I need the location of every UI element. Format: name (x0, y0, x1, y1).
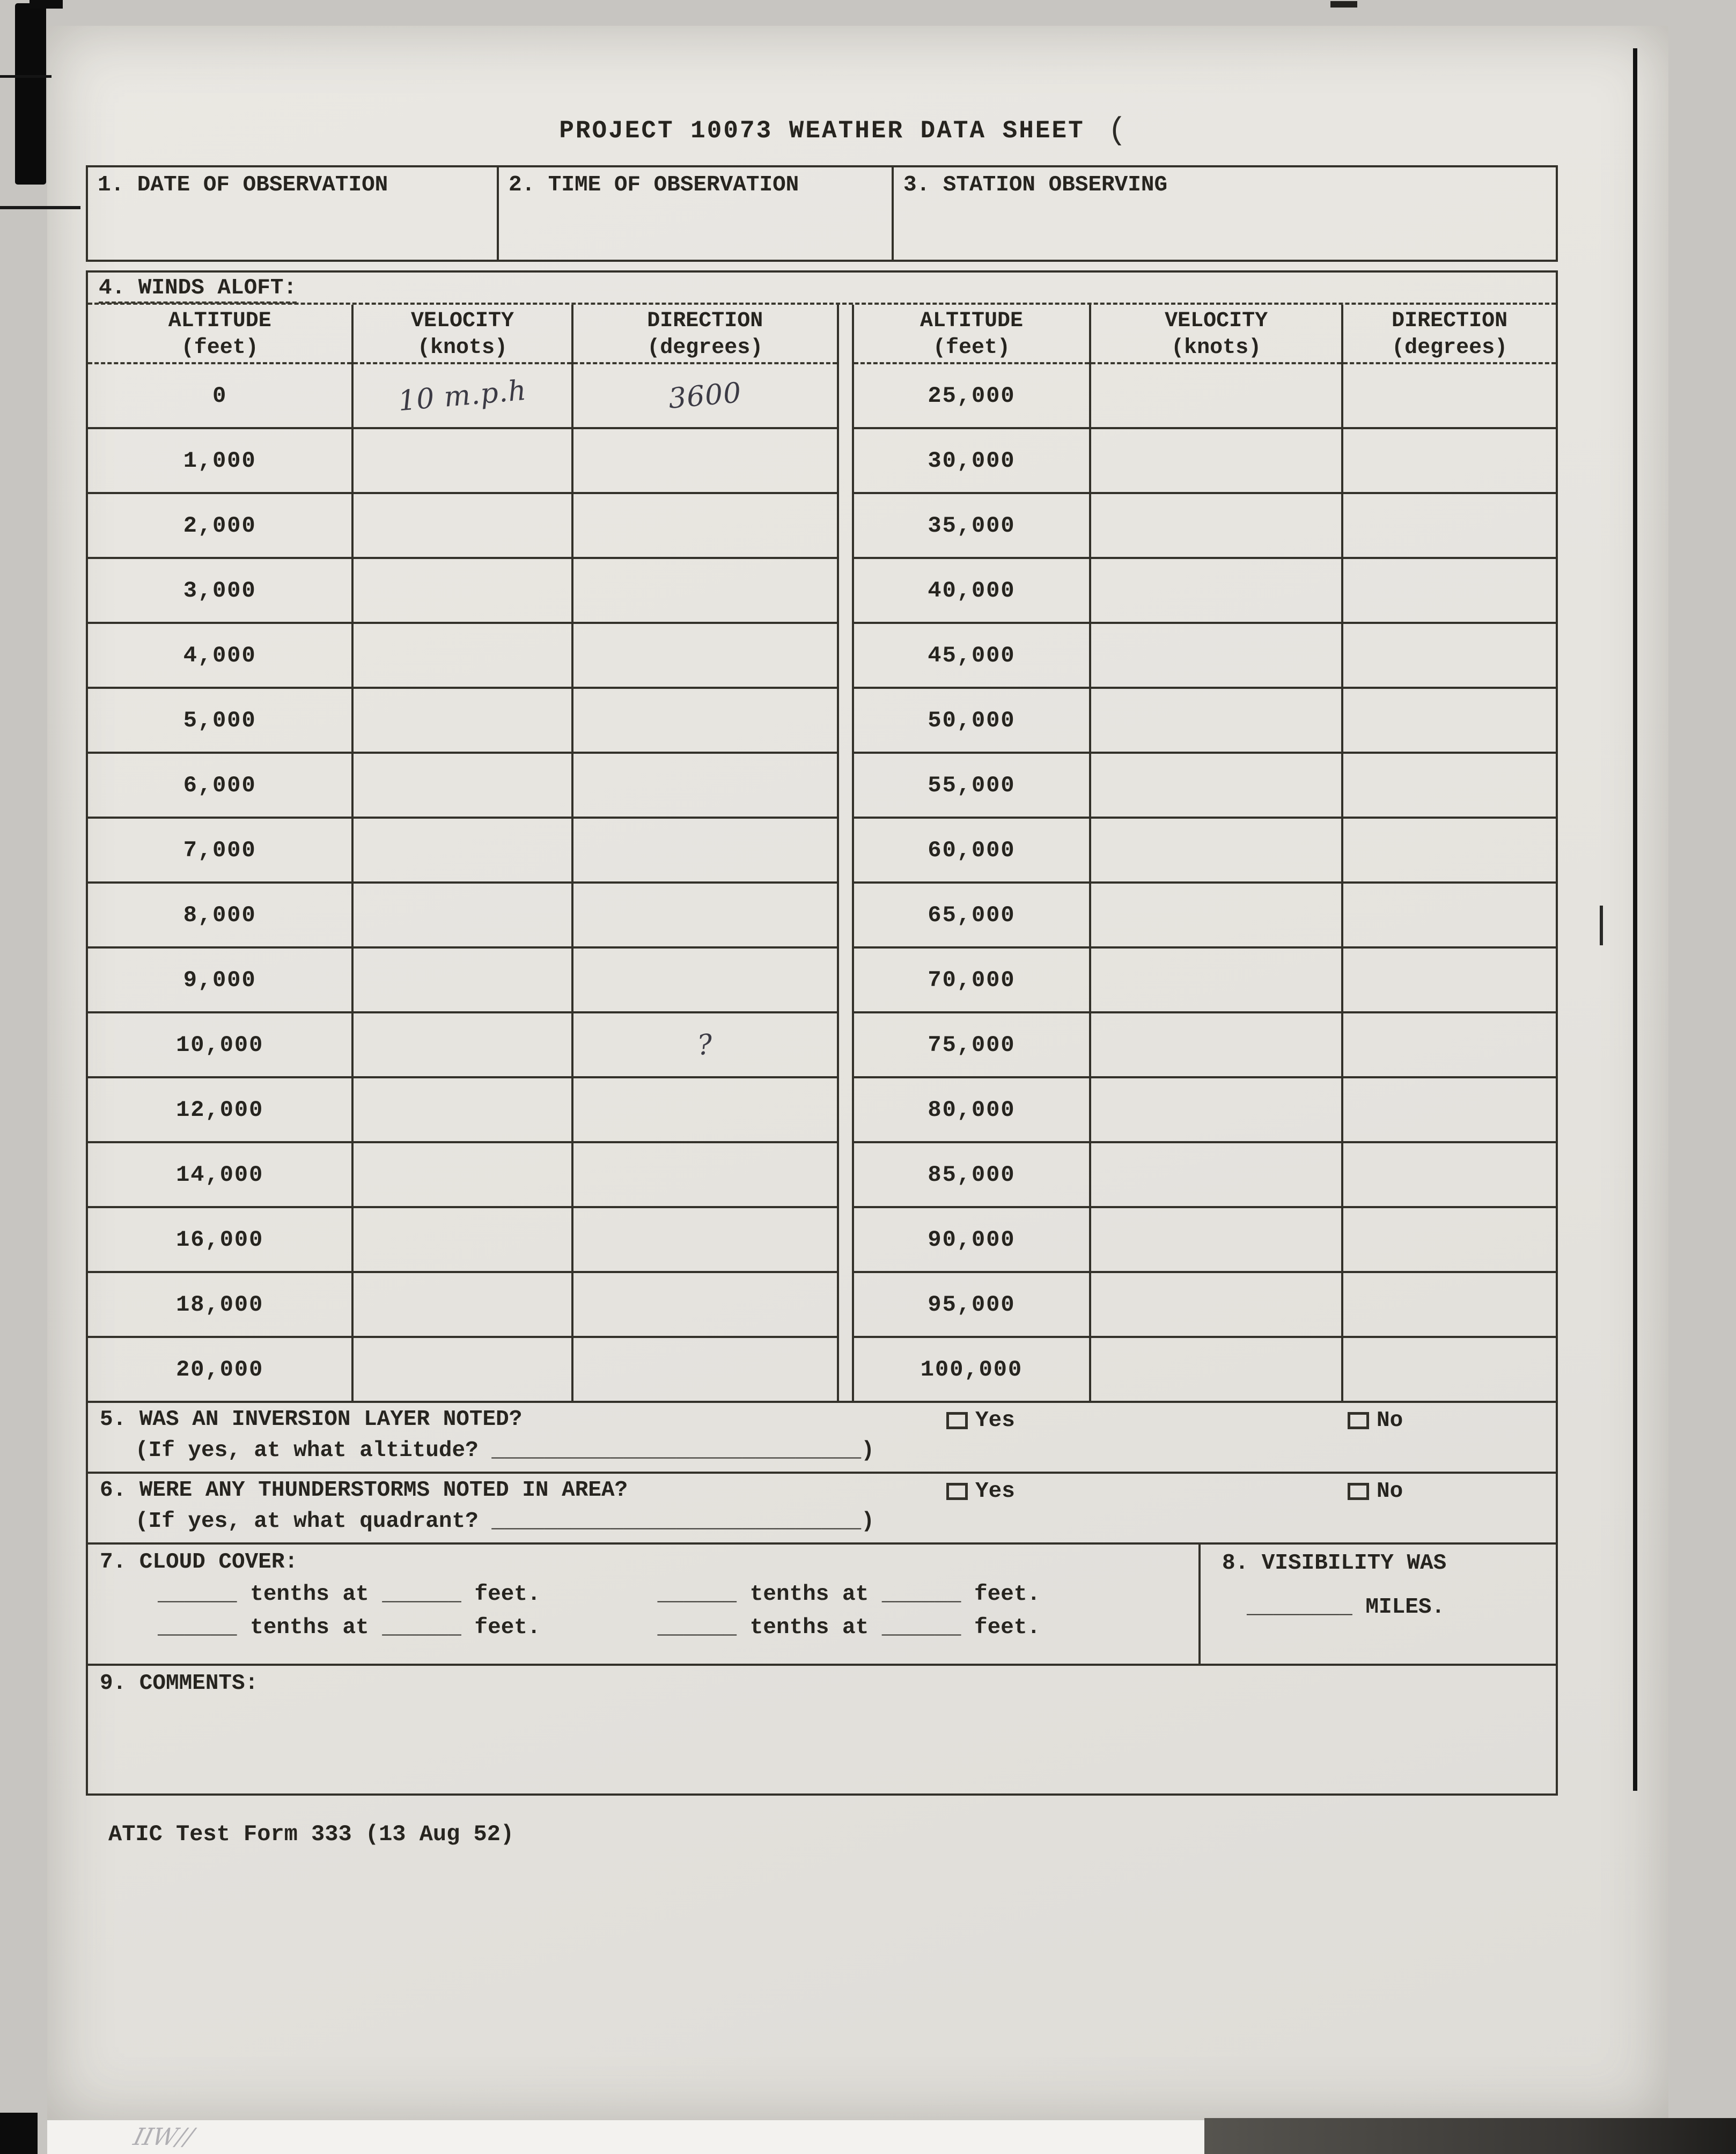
winds-aloft-heading (88, 273, 1556, 303)
form-title: PROJECT 10073 WEATHER DATA SHEET (559, 117, 1085, 145)
winds-row (854, 1272, 1556, 1337)
column-header-altitude (854, 305, 1090, 363)
velocity-cell (352, 493, 572, 558)
winds-row (854, 1207, 1556, 1272)
velocity-cell (352, 947, 572, 1012)
altitude-cell: 12,000 (88, 1077, 352, 1142)
scan-bottom-strip (47, 2120, 1204, 2154)
column-header-altitude (88, 305, 352, 363)
table-divider (839, 305, 852, 1401)
altitude-cell: 7,000 (88, 818, 352, 883)
direction-cell (1342, 1012, 1556, 1077)
cloud-visibility-box (86, 1542, 1558, 1666)
direction-cell (1342, 883, 1556, 947)
velocity-cell (352, 1077, 572, 1142)
altitude-cell: 65,000 (854, 883, 1090, 947)
field-label: 2. TIME OF OBSERVATION (509, 173, 799, 197)
altitude-cell: 35,000 (854, 493, 1090, 558)
altitude-cell: 55,000 (854, 753, 1090, 818)
velocity-cell (1090, 558, 1342, 623)
altitude-cell: 25,000 (928, 383, 1016, 409)
col-title: DIRECTION (1392, 309, 1508, 333)
winds-row (854, 363, 1556, 428)
direction-cell (1342, 818, 1556, 883)
scan-edge-mark (15, 3, 46, 185)
question-followup: (If yes, at what quadrant? ____________________________) (135, 1509, 874, 1534)
winds-table-left-wrap (88, 305, 839, 1401)
winds-table-right (854, 305, 1556, 1401)
winds-row (854, 558, 1556, 623)
winds-row (854, 493, 1556, 558)
winds-row (88, 883, 837, 947)
direction-cell (572, 1337, 837, 1401)
no-checkbox (1348, 1483, 1369, 1500)
velocity-cell (352, 753, 572, 818)
winds-row (88, 363, 837, 428)
scan-edge-line (0, 206, 80, 209)
yes-option (946, 1408, 1015, 1433)
velocity-cell (1090, 1272, 1342, 1337)
question-inversion-layer (86, 1401, 1558, 1474)
direction-cell (572, 753, 837, 818)
question-line (100, 1478, 1556, 1509)
direction-cell (1342, 947, 1556, 1012)
altitude-cell: 85,000 (854, 1142, 1090, 1207)
altitude-cell: 40,000 (854, 558, 1090, 623)
no-label: No (1377, 1479, 1403, 1504)
direction-cell (1342, 493, 1556, 558)
velocity-cell (352, 818, 572, 883)
winds-row (88, 428, 837, 493)
winds-row (854, 818, 1556, 883)
column-header-velocity (1090, 305, 1342, 363)
altitude-cell: 100,000 (854, 1337, 1090, 1401)
velocity-cell (1090, 883, 1342, 947)
velocity-cell (352, 363, 572, 428)
winds-row (854, 428, 1556, 493)
direction-cell (1342, 428, 1556, 493)
winds-row (88, 1012, 837, 1077)
winds-row (88, 1077, 837, 1142)
title-row (86, 114, 1558, 151)
winds-row (88, 1207, 837, 1272)
winds-row (88, 947, 837, 1012)
visibility-section (1198, 1545, 1556, 1664)
handwritten-entry: ? (696, 1028, 715, 1062)
direction-cell (1342, 1207, 1556, 1272)
winds-row (854, 1337, 1556, 1401)
direction-cell (1342, 688, 1556, 753)
winds-row (854, 883, 1556, 947)
altitude-cell: 80,000 (854, 1077, 1090, 1142)
form-number: ATIC Test Form 333 (13 Aug 52) (108, 1821, 514, 1847)
no-checkbox (1348, 1412, 1369, 1429)
winds-row (88, 1337, 837, 1401)
altitude-cell: 60,000 (854, 818, 1090, 883)
cloud-cover-blank: ______ tenths at ______ feet. (158, 1582, 541, 1607)
altitude-cell: 90,000 (854, 1207, 1090, 1272)
cloud-cover-section (88, 1545, 1198, 1664)
direction-cell (572, 1012, 837, 1077)
yes-label: Yes (975, 1408, 1015, 1433)
altitude-cell: 4,000 (88, 623, 352, 688)
velocity-cell (1090, 428, 1342, 493)
velocity-cell (352, 558, 572, 623)
field-time-of-observation (497, 167, 892, 260)
cloud-cover-line (100, 1582, 1198, 1615)
scan-edge-line (1633, 48, 1637, 1791)
col-title: VELOCITY (410, 309, 514, 333)
direction-cell (572, 1207, 837, 1272)
cloud-cover-line (100, 1615, 1198, 1649)
winds-aloft-tables (88, 303, 1556, 1401)
col-title: ALTITUDE (168, 309, 271, 333)
direction-cell (572, 428, 837, 493)
altitude-cell: 6,000 (88, 753, 352, 818)
field-label: 3. STATION OBSERVING (903, 173, 1168, 197)
winds-row (88, 1272, 837, 1337)
no-label: No (1377, 1408, 1403, 1433)
col-unit: (feet) (932, 336, 1011, 360)
question-line (100, 1407, 1556, 1438)
direction-cell (572, 1142, 837, 1207)
velocity-cell (352, 1142, 572, 1207)
col-title: ALTITUDE (920, 309, 1024, 333)
winds-row (854, 753, 1556, 818)
col-title: VELOCITY (1165, 309, 1268, 333)
question-label: 6. WERE ANY THUNDERSTORMS NOTED IN AREA? (100, 1478, 628, 1503)
winds-header-row (854, 305, 1556, 363)
altitude-cell: 9,000 (88, 947, 352, 1012)
cloud-cover-label: 7. CLOUD COVER: (100, 1550, 298, 1575)
velocity-cell (1090, 688, 1342, 753)
direction-cell (572, 363, 837, 428)
velocity-cell (352, 688, 572, 753)
yes-label: Yes (975, 1479, 1015, 1504)
winds-row (88, 753, 837, 818)
altitude-cell: 10,000 (88, 1012, 352, 1077)
direction-cell (572, 1272, 837, 1337)
winds-row (88, 623, 837, 688)
column-header-direction (572, 305, 837, 363)
handwritten-entry: 3600 (667, 376, 743, 415)
winds-row (88, 558, 837, 623)
field-station-observing (892, 167, 1556, 260)
velocity-cell (1090, 1077, 1342, 1142)
yes-checkbox (946, 1483, 968, 1500)
direction-cell (1342, 1077, 1556, 1142)
direction-cell (1342, 363, 1556, 428)
velocity-cell (1090, 1207, 1342, 1272)
altitude-cell: 30,000 (854, 428, 1090, 493)
observation-header-box (86, 165, 1558, 262)
field-date-of-observation (88, 167, 497, 260)
col-title: DIRECTION (647, 309, 763, 333)
cloud-cover-blank: ______ tenths at ______ feet. (158, 1615, 541, 1640)
velocity-cell (352, 1207, 572, 1272)
altitude-cell: 5,000 (88, 688, 352, 753)
altitude-cell: 45,000 (854, 623, 1090, 688)
scan-edge-mark (0, 2113, 38, 2154)
winds-row (854, 1012, 1556, 1077)
altitude-cell: 1,000 (88, 428, 352, 493)
winds-row (854, 688, 1556, 753)
col-unit: (degrees) (647, 336, 763, 360)
altitude-cell: 14,000 (88, 1142, 352, 1207)
velocity-cell (1090, 753, 1342, 818)
winds-row (854, 1077, 1556, 1142)
altitude-cell: 16,000 (88, 1207, 352, 1272)
winds-aloft-label: 4. WINDS ALOFT: (99, 276, 297, 304)
velocity-cell (1090, 1142, 1342, 1207)
winds-aloft-section (86, 270, 1558, 1403)
altitude-cell: 0 (212, 383, 227, 409)
yes-option (946, 1479, 1015, 1504)
direction-cell (572, 623, 837, 688)
velocity-cell (1090, 1012, 1342, 1077)
comments-label: 9. COMMENTS: (100, 1671, 259, 1696)
direction-cell (1342, 1142, 1556, 1207)
winds-table-right-wrap (852, 305, 1556, 1401)
velocity-cell (352, 1012, 572, 1077)
direction-cell (572, 1077, 837, 1142)
direction-cell (1342, 558, 1556, 623)
winds-table-left (88, 305, 837, 1401)
altitude-cell: 70,000 (854, 947, 1090, 1012)
velocity-cell (352, 1272, 572, 1337)
bottom-scribble: IIW// (130, 2123, 196, 2151)
col-unit: (knots) (417, 336, 507, 360)
scan-bottom-shadow (1204, 2118, 1736, 2154)
winds-row (854, 623, 1556, 688)
question-followup: (If yes, at what altitude? ____________________________) (135, 1438, 874, 1463)
scan-edge-mark (30, 0, 63, 9)
cloud-cover-blank: ______ tenths at ______ feet. (657, 1615, 1041, 1640)
velocity-cell (352, 1337, 572, 1401)
direction-cell (572, 493, 837, 558)
altitude-cell: 50,000 (854, 688, 1090, 753)
scan-stray-mark (1600, 906, 1603, 945)
direction-cell (1342, 623, 1556, 688)
direction-cell (1342, 753, 1556, 818)
direction-cell (572, 947, 837, 1012)
altitude-cell: 8,000 (88, 883, 352, 947)
winds-header-row (88, 305, 837, 363)
winds-row (854, 947, 1556, 1012)
altitude-cell: 3,000 (88, 558, 352, 623)
direction-cell (1342, 1272, 1556, 1337)
column-header-velocity (352, 305, 572, 363)
altitude-cell: 18,000 (88, 1272, 352, 1337)
velocity-cell (352, 883, 572, 947)
visibility-blank: ________ MILES. (1247, 1595, 1445, 1620)
winds-row (88, 688, 837, 753)
question-thunderstorms (86, 1472, 1558, 1545)
scan-edge-mark (1330, 1, 1357, 8)
question-label: 5. WAS AN INVERSION LAYER NOTED? (100, 1407, 523, 1432)
visibility-label: 8. VISIBILITY WAS (1222, 1551, 1447, 1576)
velocity-cell (352, 428, 572, 493)
col-unit: (knots) (1171, 336, 1262, 360)
direction-cell (572, 818, 837, 883)
column-header-direction (1342, 305, 1556, 363)
direction-cell (1342, 1337, 1556, 1401)
handwritten-entry: 10 m.p.h (396, 374, 528, 417)
field-label: 1. DATE OF OBSERVATION (98, 173, 388, 197)
velocity-cell (1090, 1337, 1342, 1401)
altitude-cell: 75,000 (854, 1012, 1090, 1077)
altitude-cell: 2,000 (88, 493, 352, 558)
velocity-cell (1090, 623, 1342, 688)
direction-cell (572, 883, 837, 947)
weather-data-form (86, 114, 1558, 1847)
winds-row (88, 818, 837, 883)
col-unit: (degrees) (1392, 336, 1508, 360)
col-unit: (feet) (181, 336, 259, 360)
velocity-cell (1090, 493, 1342, 558)
direction-cell (572, 688, 837, 753)
altitude-cell: 95,000 (854, 1272, 1090, 1337)
no-option (1348, 1479, 1403, 1504)
velocity-cell (1090, 818, 1342, 883)
winds-row (854, 1142, 1556, 1207)
winds-row (88, 493, 837, 558)
velocity-cell (1090, 363, 1342, 428)
direction-cell (572, 558, 837, 623)
velocity-cell (352, 623, 572, 688)
altitude-cell: 20,000 (88, 1337, 352, 1401)
yes-checkbox (946, 1412, 968, 1429)
scan-stray-mark: ( (1108, 114, 1127, 149)
cloud-cover-blank: ______ tenths at ______ feet. (657, 1582, 1041, 1607)
comments-box (86, 1664, 1558, 1796)
scan-edge-line (0, 75, 52, 78)
no-option (1348, 1408, 1403, 1433)
velocity-cell (1090, 947, 1342, 1012)
winds-row (88, 1142, 837, 1207)
